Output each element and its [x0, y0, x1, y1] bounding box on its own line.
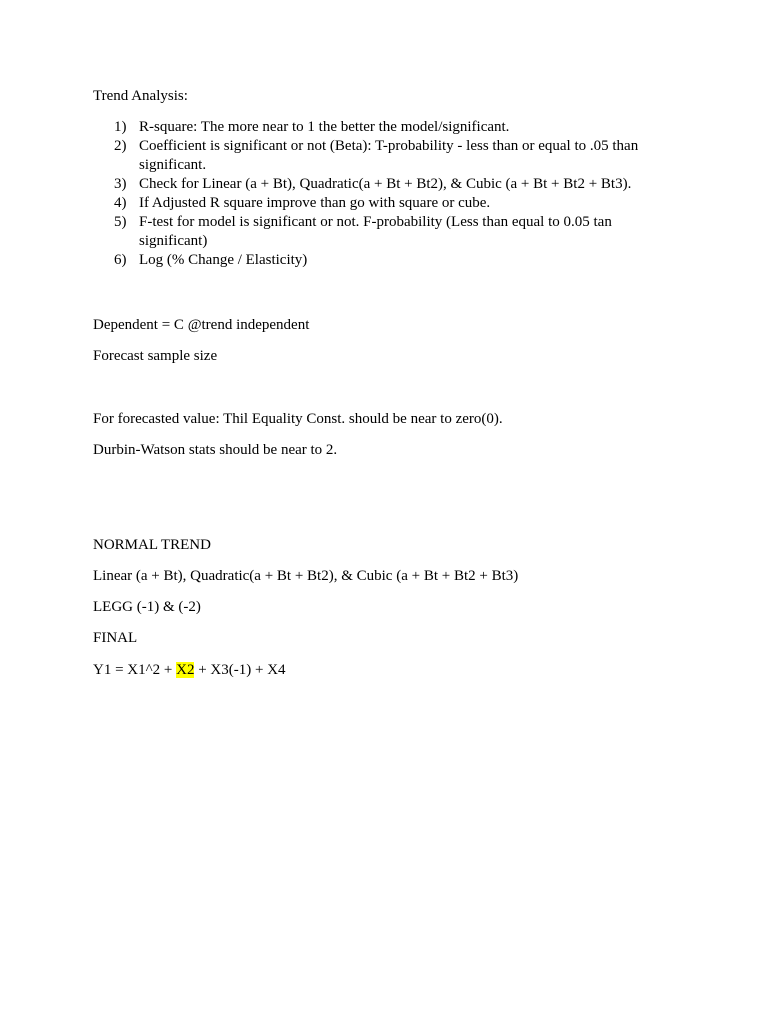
final-equation — [93, 661, 286, 680]
list-item-number: 3) — [114, 176, 127, 192]
forecast-sample-line: Forecast sample size — [93, 348, 218, 364]
list-item-number: 2) — [114, 138, 127, 154]
list-item — [114, 251, 674, 270]
list-item-text: R-square: The more near to 1 the better the model/significant. — [139, 119, 510, 135]
list-item — [114, 118, 674, 137]
list-item — [114, 194, 674, 213]
list-item-number: 5) — [114, 214, 127, 230]
list-item-text: Coefficient is significant or not (Beta): T-probability - less than or equal to .05 than significant. — [139, 138, 639, 173]
list-item-text: Check for Linear (a + Bt), Quadratic(a + Bt + Bt2), & Cubic (a + Bt + Bt2 + Bt3). — [139, 176, 632, 192]
list-item-text: If Adjusted R square improve than go with square or cube. — [139, 195, 491, 211]
normal-trend-heading: NORMAL TREND — [93, 537, 211, 553]
list-item — [114, 175, 674, 194]
list-item-number: 6) — [114, 252, 127, 268]
linear-line: Linear (a + Bt), Quadratic(a + Bt + Bt2), & Cubic (a + Bt + Bt2 + Bt3) — [93, 568, 519, 584]
list-item-number: 4) — [114, 195, 127, 211]
equation-after: + X3(-1) + X4 — [194, 662, 286, 678]
heading-trend-analysis: Trend Analysis: — [93, 88, 188, 104]
forecast-value-line: For forecasted value: Thil Equality Const. should be near to zero(0). — [93, 411, 503, 427]
dependent-line: Dependent = C @trend independent — [93, 317, 310, 333]
equation-before: Y1 = X1^2 + — [93, 662, 177, 678]
list-item-text: Log (% Change / Elasticity) — [139, 252, 308, 268]
list-item — [114, 137, 674, 175]
trend-analysis-list — [114, 118, 674, 270]
durbin-watson-line: Durbin-Watson stats should be near to 2. — [93, 442, 338, 458]
final-label: FINAL — [93, 630, 138, 646]
legg-line: LEGG (-1) & (-2) — [93, 599, 201, 615]
list-item-number: 1) — [114, 119, 127, 135]
list-item — [114, 213, 674, 251]
equation-highlighted-term: X2 — [176, 662, 195, 678]
list-item-text: F-test for model is significant or not. F-probability (Less than equal to 0.05 tan significant) — [139, 214, 612, 249]
